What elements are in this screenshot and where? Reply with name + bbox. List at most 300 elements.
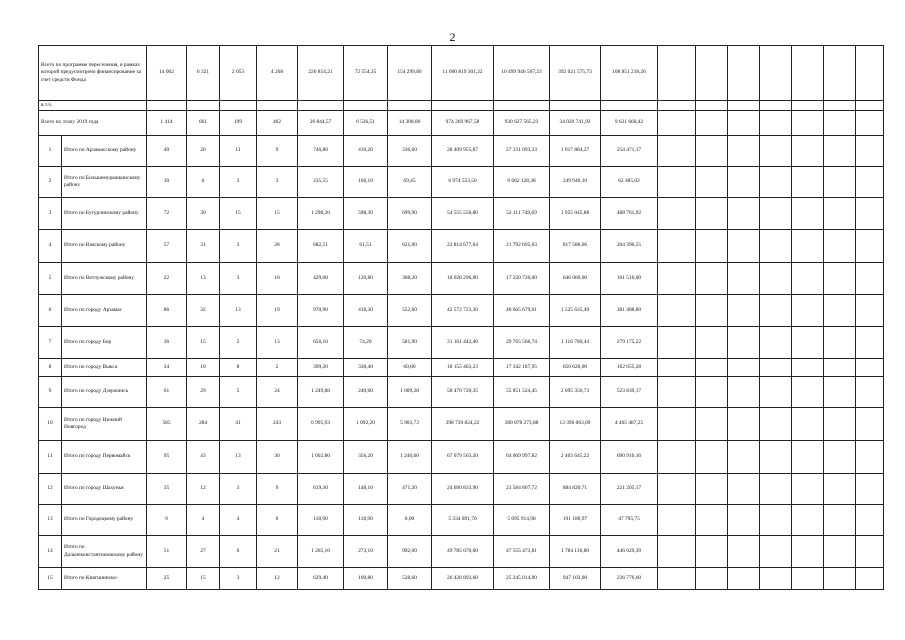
empty-cell xyxy=(658,136,696,167)
empty-cell xyxy=(792,568,824,590)
value-cell: 13 xyxy=(220,441,257,474)
row-number: 14 xyxy=(39,536,62,568)
empty-cell xyxy=(760,111,792,136)
total-cell: 6 321 xyxy=(187,46,220,101)
value-cell: 118,90 xyxy=(298,505,344,536)
value-cell: 6 xyxy=(187,167,220,198)
value-cell: 15 xyxy=(187,568,220,590)
value-cell: 336,60 xyxy=(388,136,432,167)
value-cell: 817 586,06 xyxy=(550,230,601,263)
empty-cell xyxy=(728,263,760,295)
table-row xyxy=(39,377,884,408)
empty-cell xyxy=(728,408,760,441)
empty-cell xyxy=(760,441,792,474)
row-name: Итого по городу Выкса xyxy=(62,359,147,377)
value-cell: 40 665 679,01 xyxy=(494,295,550,327)
empty-cell xyxy=(432,101,494,111)
value-cell: 20 xyxy=(187,136,220,167)
value-cell: 488 761,92 xyxy=(601,198,658,230)
row-number: 10 xyxy=(39,408,62,441)
empty-cell xyxy=(824,101,856,111)
row-number: 2 xyxy=(39,167,62,198)
value-cell: 35 xyxy=(147,474,187,505)
empty-cell xyxy=(728,327,760,359)
incl-row xyxy=(39,101,884,111)
value-cell: 5 095 914,98 xyxy=(494,505,550,536)
value-cell: 528,60 xyxy=(388,568,432,590)
value-cell: 47 795,75 xyxy=(601,505,658,536)
value-cell: 17 342 187,95 xyxy=(494,359,550,377)
row-number: 5 xyxy=(39,263,62,295)
data-table xyxy=(38,45,884,590)
empty-cell xyxy=(856,568,884,590)
value-cell: 884 820,71 xyxy=(550,474,601,505)
total-cell: 4 268 xyxy=(257,46,298,101)
empty-cell xyxy=(856,408,884,441)
value-cell: 22 xyxy=(147,263,187,295)
empty-cell xyxy=(658,230,696,263)
empty-cell xyxy=(187,101,220,111)
value-cell: 947 103,00 xyxy=(550,568,601,590)
empty-cell xyxy=(792,474,824,505)
empty-cell xyxy=(792,230,824,263)
value-cell: 1 602,80 xyxy=(298,441,344,474)
empty-cell xyxy=(792,441,824,474)
empty-cell xyxy=(760,327,792,359)
value-cell: 3 xyxy=(257,167,298,198)
row-number: 7 xyxy=(39,327,62,359)
value-cell: 0 xyxy=(257,505,298,536)
value-cell: 308,20 xyxy=(388,263,432,295)
empty-cell xyxy=(792,167,824,198)
empty-cell xyxy=(658,111,696,136)
empty-cell xyxy=(856,263,884,295)
value-cell: 27 xyxy=(187,536,220,568)
value-cell: 6 xyxy=(220,536,257,568)
empty-cell xyxy=(658,101,696,111)
value-cell: 1 525 635,49 xyxy=(550,295,601,327)
total-cell: 14 062 xyxy=(147,46,187,101)
empty-cell xyxy=(658,536,696,568)
value-cell: 6 995,93 xyxy=(298,408,344,441)
value-cell: 992,00 xyxy=(388,536,432,568)
empty-cell xyxy=(658,263,696,295)
value-cell: 1 955 045,88 xyxy=(550,198,601,230)
empty-cell xyxy=(344,101,388,111)
empty-cell xyxy=(728,198,760,230)
value-cell: 24 690 833,90 xyxy=(432,474,494,505)
empty-cell xyxy=(792,295,824,327)
empty-cell xyxy=(824,568,856,590)
empty-cell xyxy=(696,167,728,198)
table-row xyxy=(39,198,884,230)
value-cell: 15 xyxy=(257,198,298,230)
empty-cell xyxy=(856,505,884,536)
table-row xyxy=(39,136,884,167)
value-cell: 41 xyxy=(220,408,257,441)
empty-cell xyxy=(792,136,824,167)
empty-cell xyxy=(856,136,884,167)
value-cell: 1 116 700,44 xyxy=(550,327,601,359)
row-number: 4 xyxy=(39,230,62,263)
value-cell: 3 xyxy=(220,167,257,198)
value-cell: 24 xyxy=(257,377,298,408)
value-cell: 55 851 524,45 xyxy=(494,377,550,408)
value-cell: 682,51 xyxy=(298,230,344,263)
empty-cell xyxy=(658,327,696,359)
value-cell: 5 903,73 xyxy=(388,408,432,441)
value-cell: 3 xyxy=(220,568,257,590)
value-cell: 60,80 xyxy=(388,359,432,377)
row-name: Итого по Ветлужскому району xyxy=(62,263,147,295)
empty-cell xyxy=(856,474,884,505)
empty-cell xyxy=(856,295,884,327)
value-cell: 25 245 014,00 xyxy=(494,568,550,590)
value-cell: 86 xyxy=(147,295,187,327)
value-cell: 19 xyxy=(257,295,298,327)
value-cell: 1 017 884,37 xyxy=(550,136,601,167)
value-cell: 54 555 556,80 xyxy=(432,198,494,230)
empty-cell xyxy=(760,263,792,295)
empty-cell xyxy=(696,101,728,111)
stage-label: Всего по этапу 2019 года xyxy=(39,111,147,136)
value-cell: 398 739 824,22 xyxy=(432,408,494,441)
row-number: 9 xyxy=(39,377,62,408)
value-cell: 3 xyxy=(220,474,257,505)
empty-cell xyxy=(856,377,884,408)
value-cell: 699,90 xyxy=(388,198,432,230)
value-cell: 25 xyxy=(147,568,187,590)
value-cell: 61,51 xyxy=(344,230,388,263)
empty-cell xyxy=(824,295,856,327)
table-row xyxy=(39,167,884,198)
empty-cell xyxy=(760,198,792,230)
empty-cell xyxy=(792,377,824,408)
value-cell: 23 584 807,72 xyxy=(494,474,550,505)
empty-cell xyxy=(760,505,792,536)
value-cell: 161 516,00 xyxy=(601,263,658,295)
value-cell: 67 079 563,20 xyxy=(432,441,494,474)
stage-cell: 661 xyxy=(187,111,220,136)
total-label: Всего по программе переселения, в рамках которой предусмотрено финансирование за счет средств Фонда xyxy=(39,46,147,101)
empty-cell xyxy=(856,536,884,568)
empty-cell xyxy=(696,505,728,536)
incl-label: в т.ч. xyxy=(39,101,147,111)
table-row xyxy=(39,230,884,263)
row-number: 11 xyxy=(39,441,62,474)
value-cell: 21 792 695,03 xyxy=(494,230,550,263)
value-cell: 29 765 566,74 xyxy=(494,327,550,359)
empty-cell xyxy=(658,46,696,101)
total-cell: 154 299,86 xyxy=(388,46,432,101)
empty-cell xyxy=(696,46,728,101)
value-cell: 30 xyxy=(257,441,298,474)
empty-cell xyxy=(728,568,760,590)
value-cell: 61 xyxy=(147,377,187,408)
value-cell: 28 xyxy=(257,230,298,263)
empty-cell xyxy=(728,101,760,111)
value-cell: 95 xyxy=(147,441,187,474)
empty-cell xyxy=(696,536,728,568)
value-cell: 31 xyxy=(187,230,220,263)
value-cell: 74,20 xyxy=(344,327,388,359)
empty-cell xyxy=(728,505,760,536)
empty-cell xyxy=(658,359,696,377)
value-cell: 10 xyxy=(257,263,298,295)
empty-cell xyxy=(696,359,728,377)
value-cell: 254 471,17 xyxy=(601,136,658,167)
empty-cell xyxy=(658,408,696,441)
empty-cell xyxy=(298,101,344,111)
empty-cell xyxy=(824,111,856,136)
empty-cell xyxy=(257,101,298,111)
value-cell: 235,55 xyxy=(298,167,344,198)
empty-cell xyxy=(728,359,760,377)
value-cell: 418,30 xyxy=(344,295,388,327)
value-cell: 18 155 463,23 xyxy=(432,359,494,377)
value-cell: 162 655,28 xyxy=(601,359,658,377)
empty-cell xyxy=(792,198,824,230)
empty-cell xyxy=(760,46,792,101)
stage-cell: 26 844,57 xyxy=(298,111,344,136)
value-cell: 0,00 xyxy=(388,505,432,536)
empty-cell xyxy=(856,198,884,230)
value-cell: 31 161 442,40 xyxy=(432,327,494,359)
value-cell: 191 180,97 xyxy=(550,505,601,536)
stage-cell: 34 020 741,93 xyxy=(550,111,601,136)
empty-cell xyxy=(824,167,856,198)
value-cell: 49 785 670,00 xyxy=(432,536,494,568)
value-cell: 585 xyxy=(147,408,187,441)
value-cell: 1 009,28 xyxy=(388,377,432,408)
value-cell: 26 428 893,60 xyxy=(432,568,494,590)
empty-cell xyxy=(728,536,760,568)
value-cell: 27 131 093,33 xyxy=(494,136,550,167)
empty-cell xyxy=(760,536,792,568)
value-cell: 148,10 xyxy=(344,474,388,505)
stage-cell: 1 414 xyxy=(147,111,187,136)
empty-cell xyxy=(696,568,728,590)
empty-cell xyxy=(824,198,856,230)
empty-cell xyxy=(728,167,760,198)
value-cell: 1 249,88 xyxy=(298,377,344,408)
value-cell: 22 814 677,64 xyxy=(432,230,494,263)
table-row xyxy=(39,327,884,359)
value-cell: 2 403 645,22 xyxy=(550,441,601,474)
value-cell: 69,45 xyxy=(388,167,432,198)
value-cell: 15 xyxy=(220,198,257,230)
row-number: 1 xyxy=(39,136,62,167)
value-cell: 356,20 xyxy=(344,441,388,474)
empty-cell xyxy=(696,408,728,441)
value-cell: 249 940,10 xyxy=(550,167,601,198)
value-cell: 13 396 063,09 xyxy=(550,408,601,441)
value-cell: 2 095 356,73 xyxy=(550,377,601,408)
value-cell: 690 916,16 xyxy=(601,441,658,474)
value-cell: 47 555 473,81 xyxy=(494,536,550,568)
value-cell: 2 xyxy=(257,359,298,377)
empty-cell xyxy=(147,101,187,111)
row-name: Итого по Городецкому району xyxy=(62,505,147,536)
value-cell: 18 028 296,00 xyxy=(432,263,494,295)
stage-cell: 930 627 565,23 xyxy=(494,111,550,136)
empty-cell xyxy=(760,408,792,441)
value-cell: 243 xyxy=(257,408,298,441)
empty-cell xyxy=(728,441,760,474)
value-cell: 656,10 xyxy=(298,327,344,359)
empty-cell xyxy=(696,198,728,230)
empty-cell xyxy=(658,474,696,505)
stage-cell: 6 536,51 xyxy=(344,111,388,136)
value-cell: 1 265,10 xyxy=(298,536,344,568)
empty-cell xyxy=(696,111,728,136)
value-cell: 1 298,20 xyxy=(298,198,344,230)
value-cell: 970,90 xyxy=(298,295,344,327)
empty-cell xyxy=(760,230,792,263)
empty-cell xyxy=(388,101,432,111)
empty-cell xyxy=(658,377,696,408)
empty-cell xyxy=(824,441,856,474)
value-cell: 4 xyxy=(220,505,257,536)
row-name: Итого по Вачскому району xyxy=(62,230,147,263)
empty-cell xyxy=(696,230,728,263)
value-cell: 52 111 749,69 xyxy=(494,198,550,230)
value-cell: 621,00 xyxy=(388,230,432,263)
row-name: Итого по городу Первомайск xyxy=(62,441,147,474)
value-cell: 240,60 xyxy=(344,377,388,408)
empty-cell xyxy=(728,136,760,167)
value-cell: 338,40 xyxy=(344,359,388,377)
row-number: 6 xyxy=(39,295,62,327)
value-cell: 51 xyxy=(147,536,187,568)
value-cell: 598,30 xyxy=(344,198,388,230)
empty-cell xyxy=(824,505,856,536)
value-cell: 204 396,55 xyxy=(601,230,658,263)
stage-cell: 14 308,06 xyxy=(388,111,432,136)
empty-cell xyxy=(792,46,824,101)
value-cell: 284 xyxy=(187,408,220,441)
value-cell: 5 334 891,70 xyxy=(432,505,494,536)
value-cell: 43 xyxy=(187,441,220,474)
value-cell: 11 xyxy=(220,136,257,167)
value-cell: 62 485,02 xyxy=(601,167,658,198)
value-cell: 552,60 xyxy=(388,295,432,327)
table-row xyxy=(39,359,884,377)
table-row xyxy=(39,263,884,295)
value-cell: 619,30 xyxy=(298,474,344,505)
empty-cell xyxy=(824,46,856,101)
value-cell: 9 xyxy=(257,136,298,167)
empty-cell xyxy=(824,359,856,377)
empty-cell xyxy=(824,136,856,167)
table-row xyxy=(39,474,884,505)
empty-cell xyxy=(792,359,824,377)
value-cell: 6 662 128,38 xyxy=(494,167,550,198)
empty-cell xyxy=(792,536,824,568)
value-cell: 471,20 xyxy=(388,474,432,505)
table-row xyxy=(39,408,884,441)
row-name: Итого по городу Нижний Новгород xyxy=(62,408,147,441)
value-cell: 21 xyxy=(257,536,298,568)
value-cell: 8 xyxy=(220,359,257,377)
value-cell: 2 xyxy=(220,327,257,359)
value-cell: 380 878 273,88 xyxy=(494,408,550,441)
empty-cell xyxy=(696,136,728,167)
empty-cell xyxy=(792,408,824,441)
empty-cell xyxy=(792,111,824,136)
value-cell: 58 470 720,35 xyxy=(432,377,494,408)
empty-cell xyxy=(792,101,824,111)
value-cell: 236 776,60 xyxy=(601,568,658,590)
table-row xyxy=(39,536,884,568)
value-cell: 410,20 xyxy=(344,136,388,167)
total-cell: 72 554,35 xyxy=(344,46,388,101)
empty-cell xyxy=(792,263,824,295)
value-cell: 100,80 xyxy=(344,568,388,590)
value-cell: 57 xyxy=(147,230,187,263)
empty-cell xyxy=(550,101,601,111)
value-cell: 1 092,20 xyxy=(344,408,388,441)
table-row xyxy=(39,295,884,327)
row-number: 15 xyxy=(39,568,62,590)
row-name: Итого по городу Бор xyxy=(62,327,147,359)
empty-cell xyxy=(728,474,760,505)
empty-cell xyxy=(728,46,760,101)
empty-cell xyxy=(728,295,760,327)
stage-row xyxy=(39,111,884,136)
value-cell: 166,10 xyxy=(344,167,388,198)
value-cell: 3 xyxy=(220,230,257,263)
value-cell: 13 xyxy=(257,327,298,359)
empty-cell xyxy=(824,408,856,441)
row-name: Итого по Дальнеконстантиновскому району xyxy=(62,536,147,568)
value-cell: 429,00 xyxy=(298,263,344,295)
value-cell: 4 xyxy=(187,505,220,536)
row-number: 3 xyxy=(39,198,62,230)
value-cell: 17 220 720,00 xyxy=(494,263,550,295)
row-name: Итого по Бутурлинскому району xyxy=(62,198,147,230)
value-cell: 15 xyxy=(187,327,220,359)
empty-cell xyxy=(856,441,884,474)
empty-cell xyxy=(856,46,884,101)
empty-cell xyxy=(792,327,824,359)
value-cell: 13 xyxy=(187,263,220,295)
value-cell: 1 784 116,80 xyxy=(550,536,601,568)
row-name: Итого по городу Шахунья xyxy=(62,474,147,505)
table-row xyxy=(39,505,884,536)
row-name: Итого по Большемурашкинскому району xyxy=(62,167,147,198)
value-cell: 12 xyxy=(187,474,220,505)
value-cell: 629,40 xyxy=(298,568,344,590)
empty-cell xyxy=(824,327,856,359)
empty-cell xyxy=(658,441,696,474)
row-name: Итого по Княгининско- xyxy=(62,568,147,590)
empty-cell xyxy=(220,101,257,111)
total-cell: 2 053 xyxy=(220,46,257,101)
table-row xyxy=(39,568,884,590)
value-cell: 9 xyxy=(257,474,298,505)
table-row xyxy=(39,441,884,474)
empty-cell xyxy=(728,111,760,136)
value-cell: 10 xyxy=(147,167,187,198)
value-cell: 72 xyxy=(147,198,187,230)
row-name: Итого по городу Дзержинск xyxy=(62,377,147,408)
empty-cell xyxy=(824,377,856,408)
value-cell: 581,90 xyxy=(388,327,432,359)
value-cell: 273,10 xyxy=(344,536,388,568)
row-number: 12 xyxy=(39,474,62,505)
empty-cell xyxy=(494,101,550,111)
